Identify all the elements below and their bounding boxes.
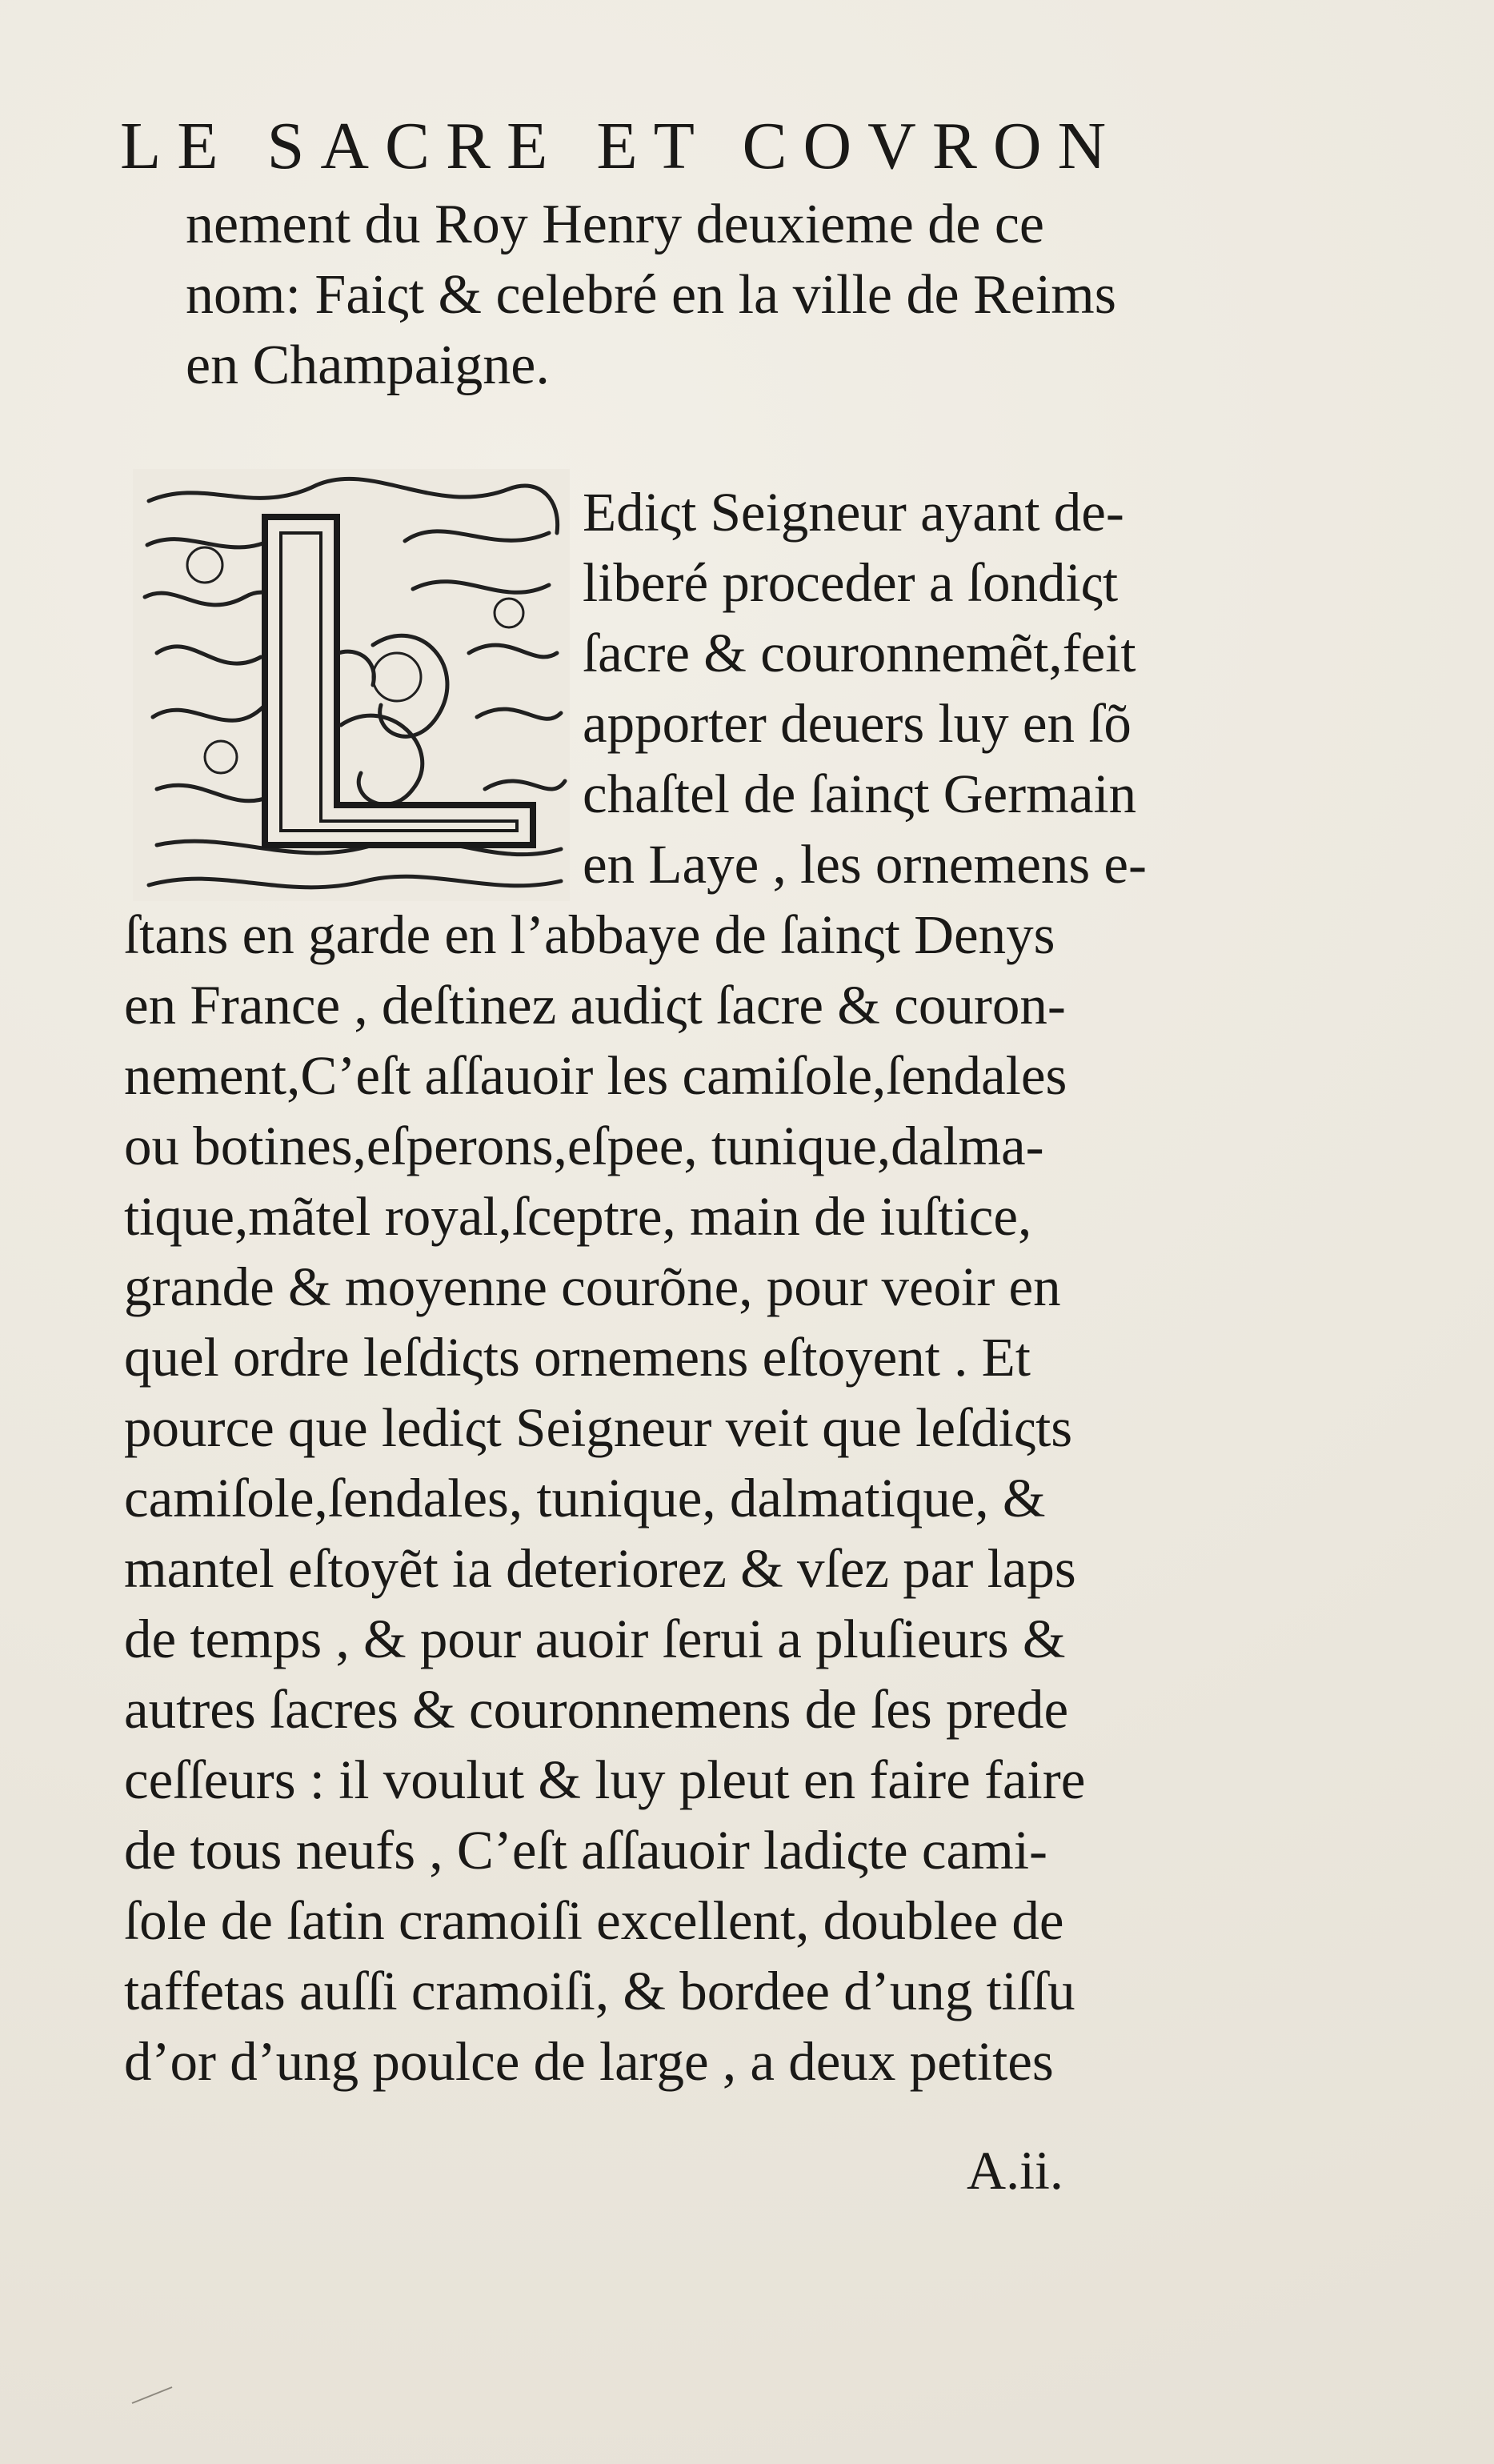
body-line-8: en France , deſtinez audiςt ſacre & couron- bbox=[124, 975, 1066, 1036]
body-line-17: de temps , & pour auoir ſerui a pluſieurs & bbox=[124, 1609, 1066, 1669]
body-line-11: tique,mãtel royal,ſceptre, main de iuſtice, bbox=[124, 1186, 1032, 1247]
body-line-22: taffetas auſſi cramoiſi, & bordee d’ung tiſſu bbox=[124, 1961, 1075, 2021]
body-line-5: chaſtel de ſainςt Germain bbox=[583, 763, 1137, 824]
body-line-10: ou botines,eſperons,eſpee, tunique,dalma- bbox=[124, 1116, 1044, 1176]
body-line-16: mantel eſtoyẽt ia deteriorez & vſez par laps bbox=[124, 1538, 1076, 1599]
body-line-15: camiſole,ſendales, tunique, dalmatique, & bbox=[124, 1468, 1046, 1528]
signature-mark: A.ii. bbox=[967, 2140, 1063, 2201]
ornamental-initial bbox=[133, 469, 570, 901]
body-line-21: ſole de ſatin cramoiſi excellent, doublee de bbox=[124, 1890, 1064, 1951]
title-line-3: nom: Faiςt & celebré en la ville de Reims bbox=[186, 264, 1116, 326]
body-line-2: liberé proceder a ſondiςt bbox=[583, 552, 1119, 613]
initial-letter-text: L bbox=[301, 680, 321, 716]
decorated-initial-L-icon bbox=[133, 469, 570, 901]
body-line-3: ſacre & couronnemẽt,feit bbox=[583, 623, 1136, 683]
body-line-9: nement,C’eſt aſſauoir les camiſole,ſendales bbox=[124, 1045, 1067, 1106]
title-line-1: LE SACRE ET COVRON bbox=[120, 109, 1123, 183]
body-line-1: Ediςt Seigneur ayant de- bbox=[583, 482, 1124, 543]
body-line-19: ceſſeurs : il voulut & luy pleut en faire faire bbox=[124, 1749, 1086, 1810]
body-line-4: apporter deuers luy en ſõ bbox=[583, 693, 1132, 754]
pencil-mark-icon bbox=[128, 2383, 176, 2407]
body-line-23: d’or d’ung poulce de large , a deux petites bbox=[124, 2031, 1054, 2092]
body-line-6: en Laye , les ornemens e- bbox=[583, 834, 1148, 895]
body-line-13: quel ordre leſdiςts ornemens eſtoyent . Et bbox=[124, 1327, 1031, 1388]
body-line-7: ſtans en garde en l’abbaye de ſainςt Denys bbox=[124, 904, 1055, 965]
body-line-14: pource que lediςt Seigneur veit que leſdiςts bbox=[124, 1397, 1073, 1458]
body-line-12: grande & moyenne courõne, pour veoir en bbox=[124, 1256, 1061, 1317]
body-line-20: de tous neufs , C’eſt aſſauoir ladiςte cami- bbox=[124, 1820, 1047, 1881]
title-line-4: en Champaigne. bbox=[186, 335, 550, 396]
title-line-2: nement du Roy Henry deuxieme de ce bbox=[186, 194, 1044, 255]
body-line-18: autres ſacres & couronnemens de ſes prede bbox=[124, 1679, 1069, 1740]
